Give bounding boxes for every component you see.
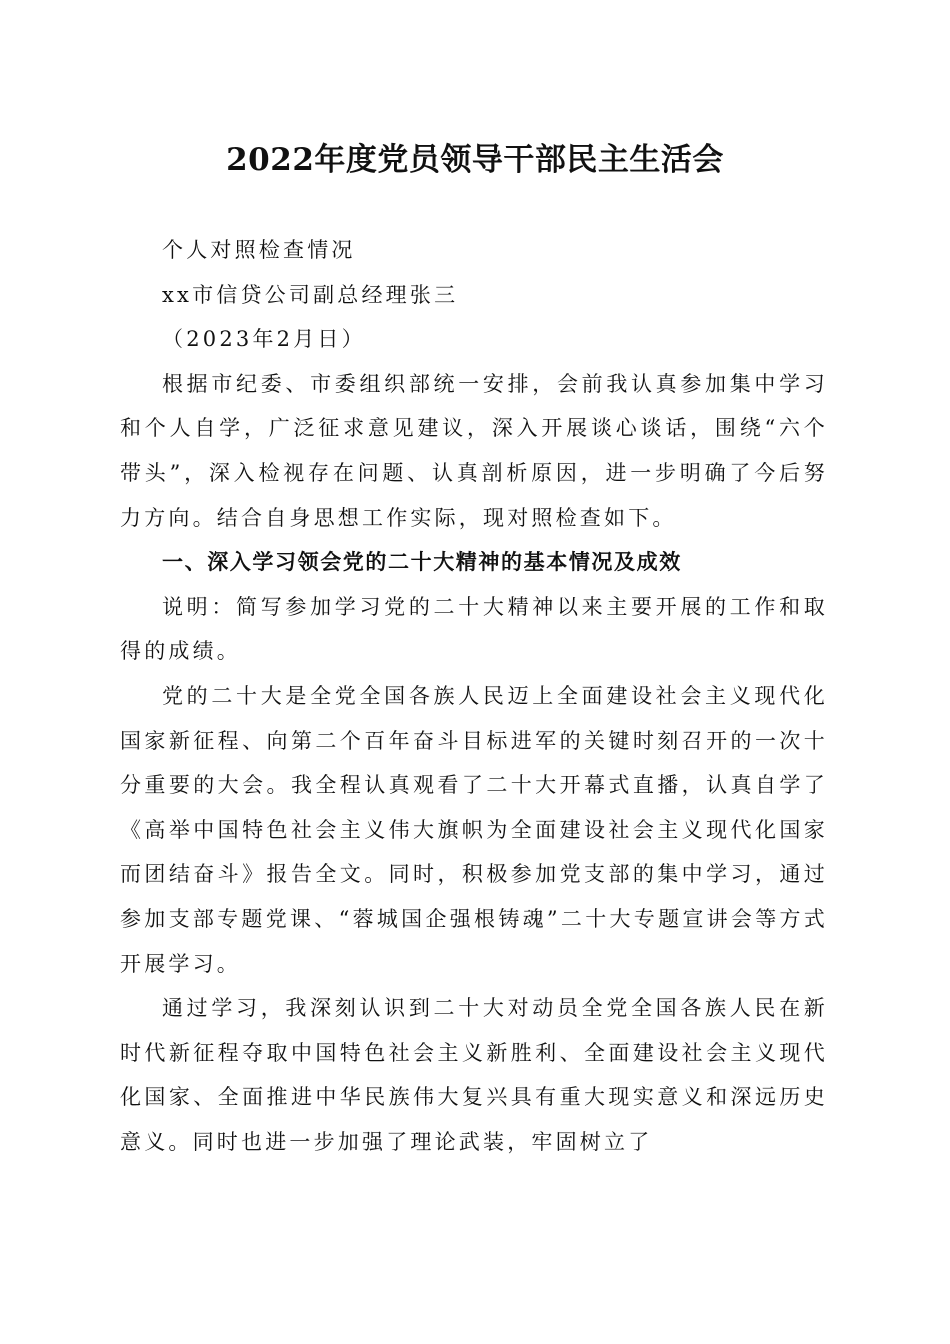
author-line: xx市信贷公司副总经理张三: [162, 282, 459, 307]
document-body: [120, 228, 828, 1164]
section-heading: 一、深入学习领会党的二十大精神的基本情况及成效: [162, 549, 682, 575]
subtitle-line: 个人对照检查情况: [162, 238, 356, 262]
body-paragraph: 通过学习，我深刻认识到二十大对动员全党全国各族人民在新时代新征程夺取中国特色社会主义新胜利、全面建设社会主义现代化国家、全面推进中华民族伟大复兴具有重大现实意义和深远历史意义。同时也进一步加强了理论武装，牢固树立了: [120, 996, 828, 1154]
document-title: 2022年度党员领导干部民主生活会: [226, 142, 724, 178]
date-line: （2023年2月日）: [162, 327, 366, 352]
body-paragraph: 党的二十大是全党全国各族人民迈上全面建设社会主义现代化国家新征程、向第二个百年奋斗目标进军的关键时刻召开的一次十分重要的大会。我全程认真观看了二十大开幕式直播，认真自学了《高举中国特色社会主义伟大旗帜为全面建设社会主义现代化国家而团结奋斗》报告全文。同时，积极参加党支部的集中学习，通过参加支部专题党课、“蓉城国企强根铸魂”二十大专题宣讲会等方式开展学习。: [120, 683, 828, 976]
note-paragraph: 说明：简写参加学习党的二十大精神以来主要开展的工作和取得的成绩。: [120, 594, 828, 664]
intro-paragraph: 根据市纪委、市委组织部统一安排，会前我认真参加集中学习和个人自学，广泛征求意见建议，深入开展谈心谈话，围绕“六个带头”，深入检视存在问题、认真剖析原因，进一步明确了今后努力方向。结合自身思想工作实际，现对照检查如下。: [120, 371, 828, 530]
